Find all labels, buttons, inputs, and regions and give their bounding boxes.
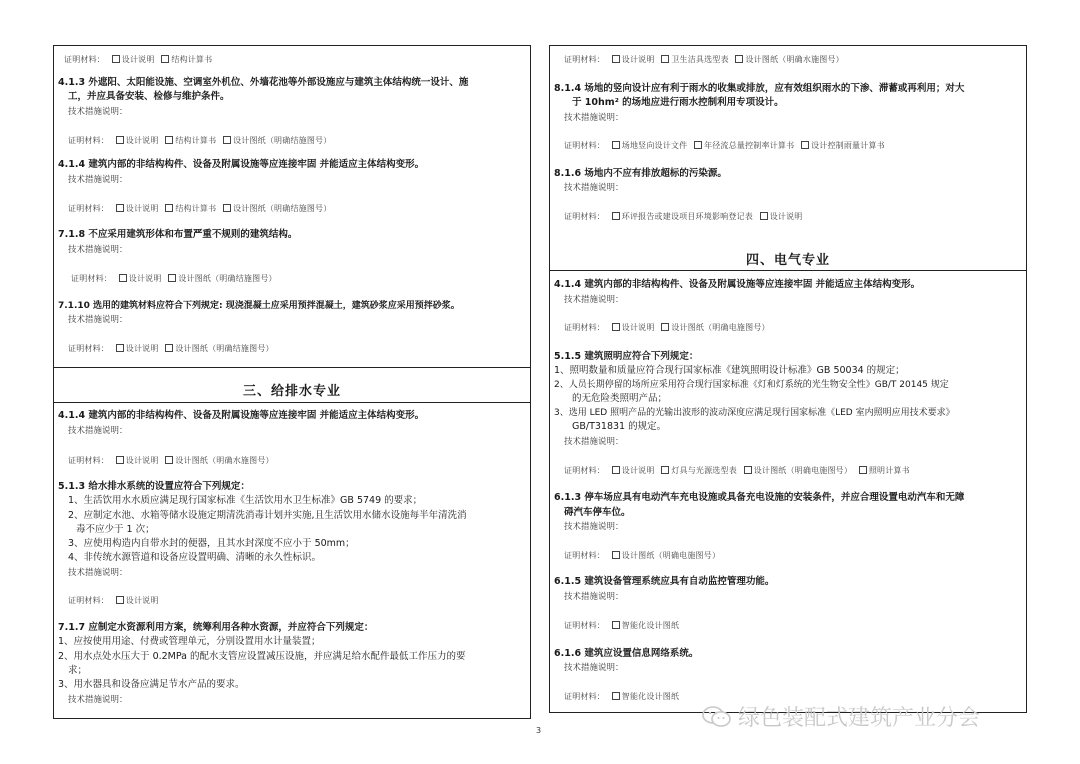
checkbox[interactable] [612,621,620,629]
tech-notes-label: 技术措施说明： [68,315,128,325]
checkbox[interactable] [223,204,231,212]
clause-line: 毒不应少于 1 次； [76,524,155,535]
checkbox[interactable] [760,212,768,220]
checkbox[interactable] [612,323,620,331]
watermark-text: 绿色装配式建筑产业分会 [738,706,981,731]
evidence-row: 证明材料： 环评报告或建设项目环境影响登记表 设计说明 [564,212,803,221]
left-form-panel [53,45,531,719]
checkbox[interactable] [612,692,620,700]
item-title: 5.1.5 建筑照明应符合下列规定： [554,351,699,362]
item-title: 7.1.10 选用的建筑材料应符合下列规定: 现浇混凝土应采用预拌混凝土，建筑砂浆应采用预拌砂浆。 [58,301,460,311]
item-title: 6.1.6 建筑应设置信息网络系统。 [554,648,699,659]
evidence-row: 证明材料： 设计图纸（明确电施图号） [564,551,721,560]
evidence-row: 证明材料： 智能化设计图纸 [564,692,680,701]
evidence-row: 证明材料： 设计说明 结构计算书 设计图纸（明确结施图号） [68,204,332,213]
checkbox[interactable] [116,344,124,352]
tech-notes-label: 技术措施说明： [68,245,128,255]
checkbox[interactable] [168,274,176,282]
checkbox[interactable] [116,596,124,604]
page-number: 3 [536,726,542,735]
item-title: 6.1.5 建筑设备管理系统应具有自动监控管理功能。 [554,576,775,587]
checkbox[interactable] [223,136,231,144]
evidence-row: 证明材料： 设计说明 设计图纸（明确结施图号） [71,274,277,283]
checkbox[interactable] [612,141,620,149]
tech-notes-label: 技术措施说明： [564,663,624,673]
item-title-cont: 碍汽车停车位。 [564,507,631,518]
clause-line: 1、生活饮用水水质应满足现行国家标准《生活饮用水卫生标准》GB 5749 的要求； [68,495,423,506]
clause-line: 3、选用 LED 照明产品的光输出波形的波动深度应满足现行国家标准《LED 室内照明应用技术要求》 [554,408,955,418]
tech-notes-label: 技术措施说明： [68,107,128,117]
right-form-panel [549,45,1027,713]
tech-notes-label: 技术措施说明： [564,113,624,123]
tech-notes-label: 技术措施说明： [564,522,624,532]
checkbox[interactable] [694,141,702,149]
section-divider [54,402,530,403]
clause-line: 3、用水器具和设备应满足节水产品的要求。 [58,679,245,690]
item-title: 7.1.7 应制定水资源利用方案，统筹利用各种水资源，并应符合下列规定： [58,622,374,633]
clause-line: 2、用水点处水压大于 0.2MPa 的配水支管应设置减压设施，并应满足给水配件最低工作压力的要 [58,651,466,662]
watermark [702,701,980,732]
tech-notes-label: 技术措施说明： [564,295,624,305]
tech-notes-label: 技术措施说明： [68,695,128,705]
tech-notes-label: 技术措施说明： [564,183,624,193]
checkbox[interactable] [801,141,809,149]
item-title: 8.1.6 场地内不应有排放超标的污染源。 [554,168,727,179]
section-divider [54,367,530,368]
item-title-cont: 工，并应具备安装、检修与维护条件。 [68,91,230,102]
checkbox[interactable] [612,551,620,559]
item-title: 4.1.4 建筑内部的非结构构件、设备及附属设施等应连接牢固 并能适应主体结构变形。 [58,410,425,421]
clause-line: 2、人员长期停留的场所应采用符合现行国家标准《灯和灯系统的光生物安全性》GB/T 20145 规定 [554,380,949,390]
checkbox[interactable] [612,55,620,63]
item-title: 4.1.4 建筑内部的非结构构件、设备及附属设施等应连接牢固 并能适应主体结构变形。 [58,159,425,170]
clause-line: 1、应按使用用途、付费或管理单元，分别设置用水计量装置； [58,636,321,647]
section-heading: 三、给排水专业 [242,384,341,399]
evidence-row: 证明材料： 设计说明 结构计算书 设计图纸（明确结施图号） [68,136,332,145]
checkbox[interactable] [661,323,669,331]
checkbox[interactable] [744,466,752,474]
clause-line: 3、应使用构造内自带水封的便器，且其水封深度不应小于 50mm； [68,538,355,549]
tech-notes-label: 技术措施说明： [564,592,624,602]
checkbox[interactable] [612,212,620,220]
evidence-row: 证明材料： 设计说明 设计图纸（明确结施图号） [68,344,274,353]
item-title: 6.1.3 停车场应具有电动汽车充电设施或具备充电设施的安装条件，并应合理设置电动汽车和无障 [554,492,965,503]
evidence-row: 证明材料： 设计说明 卫生洁具选型表 设计图纸（明确水施图号） [564,55,844,64]
evidence-row: 证明材料： 设计说明 [68,596,159,605]
checkbox[interactable] [161,55,169,63]
checkbox[interactable] [116,204,124,212]
item-title: 5.1.3 给水排水系统的设置应符合下列规定： [58,481,250,492]
section-divider [550,270,1026,271]
item-title: 8.1.4 场地的竖向设计应有利于雨水的收集或排放，应有效组织雨水的下渗、滞蓄或再利用；对大 [554,83,965,94]
checkbox[interactable] [735,55,743,63]
checkbox[interactable] [116,456,124,464]
evidence-row: 证明材料： 设计说明 设计图纸（明确电施图号） [564,323,770,332]
section-heading: 四、电气专业 [745,253,830,268]
item-title: 7.1.8 不应采用建筑形体和布置严重不规则的建筑结构。 [58,229,298,240]
checkbox[interactable] [612,466,620,474]
item-title-cont: 于 10hm² 的场地应进行雨水控制利用专项设计。 [572,97,784,108]
evidence-row: 证明材料： 智能化设计图纸 [564,621,680,630]
checkbox[interactable] [165,204,173,212]
clause-line: 4、非传统水源管道和设备应设置明确、清晰的永久性标识。 [68,552,322,563]
checkbox[interactable] [165,456,173,464]
clause-line: 1、照明数量和质量应符合现行国家标准《建筑照明设计标准》GB 50034 的规定； [554,365,905,376]
evidence-row: 证明材料： 场地竖向设计文件 年径流总量控制率计算书 设计控制雨量计算书 [564,141,885,150]
checkbox[interactable] [119,274,127,282]
checkbox[interactable] [661,466,669,474]
clause-line: 2、应制定水池、水箱等储水设施定期清洗消毒计划并实施,且生活饮用水储水设施每半年清洗消 [68,510,467,521]
clause-line: GB/T31831 的规定。 [572,421,667,432]
checkbox[interactable] [165,344,173,352]
item-title: 4.1.3 外遮阳、太阳能设施、空调室外机位、外墙花池等外部设施应与建筑主体结构统一设计、施 [58,77,469,88]
item-title: 4.1.4 建筑内部的非结构构件、设备及附属设施等应连接牢固 并能适应主体结构变形。 [554,279,921,290]
tech-notes-label: 技术措施说明： [68,175,128,185]
checkbox[interactable] [661,55,669,63]
evidence-row: 证明材料： 设计说明 结构计算书 [64,55,213,64]
tech-notes-label: 技术措施说明： [564,437,624,447]
checkbox[interactable] [859,466,867,474]
wechat-icon [702,705,732,729]
evidence-row: 证明材料： 设计说明 灯具与光源选型表 设计图纸（明确电施图号） 照明计算书 [564,466,910,475]
checkbox[interactable] [112,55,120,63]
clause-line: 的无危险类照明产品； [572,393,668,404]
checkbox[interactable] [165,136,173,144]
tech-notes-label: 技术措施说明： [68,568,128,578]
checkbox[interactable] [116,136,124,144]
evidence-row: 证明材料： 设计说明 设计图纸（明确水施图号） [68,456,274,465]
clause-line: 求； [68,665,88,676]
tech-notes-label: 技术措施说明： [68,426,128,436]
